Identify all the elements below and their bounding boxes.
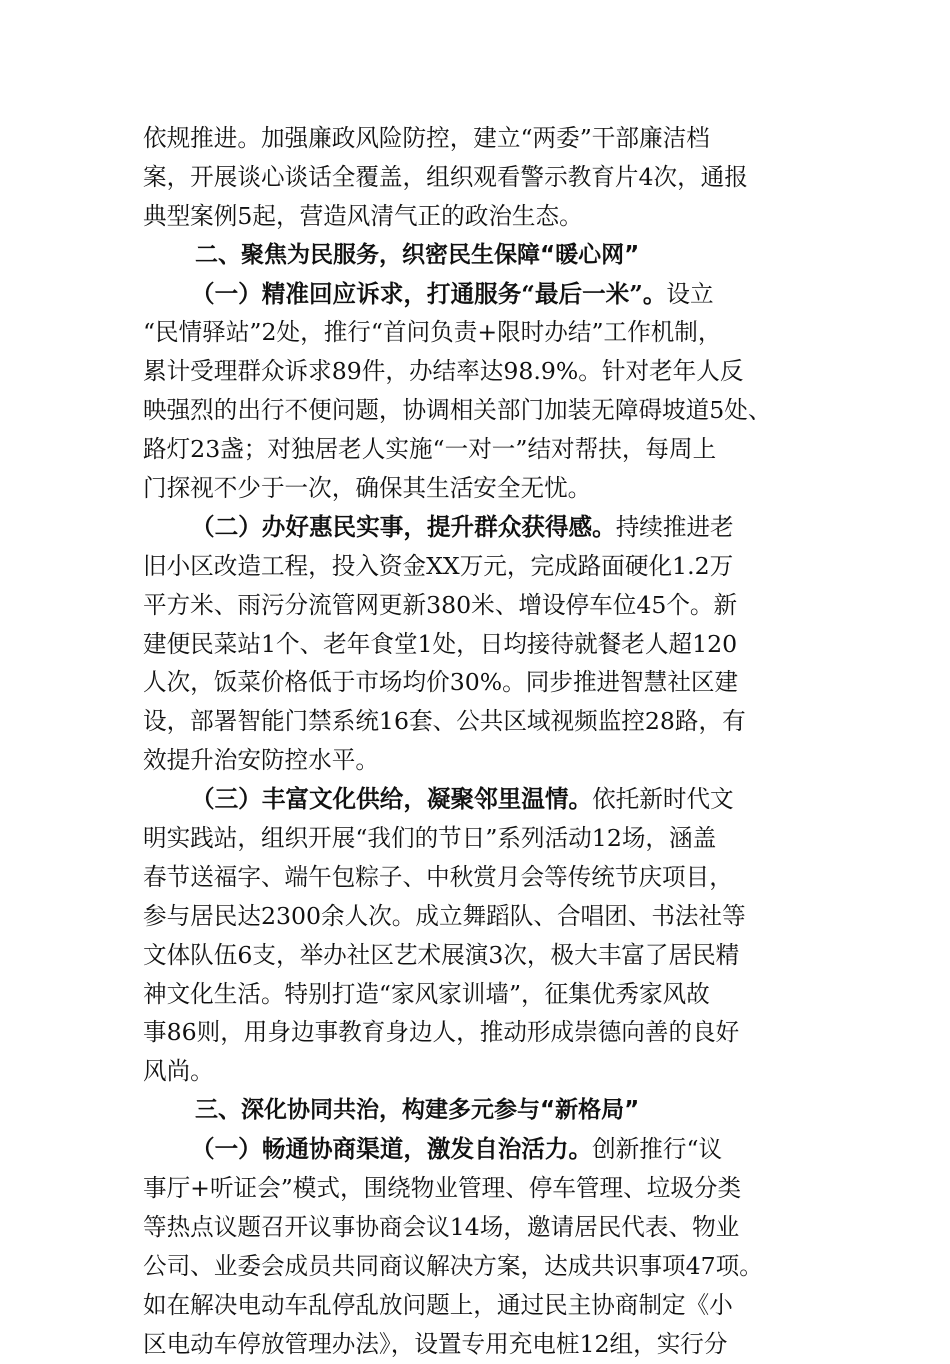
subsection-lead: （一）畅通协商渠道，激发自治活力。 xyxy=(191,1135,593,1164)
paragraph-line: 公司、业委会成员共同商议解决方案，达成共识事项47项。 xyxy=(143,1251,763,1280)
paragraph-text: 设立 xyxy=(666,279,714,308)
paragraph-text: 依托新时代文 xyxy=(592,785,734,814)
paragraph-line: 如在解决电动车乱停乱放问题上，通过民主协商制定《小 xyxy=(143,1290,733,1319)
document-body xyxy=(143,119,843,1364)
paragraph-line: 路灯23盏；对独居老人实施“一对一”结对帮扶，每周上 xyxy=(143,435,717,464)
subsection-lead: （二）办好惠民实事，提升群众获得感。 xyxy=(191,512,616,541)
section-heading: 三、深化协同共治，构建多元参与“新格局” xyxy=(195,1097,640,1124)
paragraph-line: 设，部署智能门禁系统16套、公共区域视频监控28路，有 xyxy=(143,707,746,736)
paragraph-line: 风尚。 xyxy=(143,1057,214,1086)
paragraph-line: 累计受理群众诉求89件，办结率达98.9%。针对老年人反 xyxy=(143,357,744,386)
subsection-lead: （三）丰富文化供给，凝聚邻里温情。 xyxy=(191,785,593,814)
paragraph-line: 春节送福字、端午包粽子、中秋赏月会等传统节庆项目， xyxy=(143,862,733,891)
paragraph-first-line xyxy=(143,508,843,547)
paragraph-text: 持续推进老 xyxy=(615,512,734,541)
paragraph-line: “民情驿站”2处，推行“首问负责+限时办结”工作机制， xyxy=(143,318,722,347)
paragraph-line: 神文化生活。特别打造“家风家训墙”，征集优秀家风故 xyxy=(143,979,710,1008)
paragraph-line: 人次，饭菜价格低于市场均价30%。同步推进智慧社区建 xyxy=(143,668,739,697)
paragraph-first-line xyxy=(143,275,843,314)
section-heading: 二、聚焦为民服务，织密民生保障“暖心网” xyxy=(195,241,640,268)
paragraph-line: 参与居民达2300余人次。成立舞蹈队、合唱团、书法社等 xyxy=(143,901,746,930)
paragraph-text: 创新推行“议 xyxy=(592,1135,723,1164)
paragraph-line: 事86则，用身边事教育身边人，推动形成崇德向善的良好 xyxy=(143,1018,740,1047)
paragraph-line: 区电动车停放管理办法》，设置专用充电桩12组，实行分 xyxy=(143,1329,728,1358)
paragraph-line: 建便民菜站1个、老年食堂1处，日均接待就餐老人超120 xyxy=(143,629,738,658)
paragraph-line: 典型案例5起，营造风清气正的政治生态。 xyxy=(143,201,583,230)
paragraph-line: 门探视不少于一次，确保其生活安全无忧。 xyxy=(143,474,592,503)
paragraph-line: 平方米、雨污分流管网更新380米、增设停车位45个。新 xyxy=(143,590,738,619)
paragraph-line: 案，开展谈心谈话全覆盖，组织观看警示教育片4次，通报 xyxy=(143,162,748,191)
paragraph-line: 映强烈的出行不便问题，协调相关部门加装无障碍坡道5处、 xyxy=(143,396,772,425)
paragraph-line: 文体队伍6支，举办社区艺术展演3次，极大丰富了居民精 xyxy=(143,940,740,969)
subsection-lead: （一）精准回应诉求，打通服务“最后一米”。 xyxy=(191,279,667,308)
paragraph-line: 依规推进。加强廉政风险防控，建立“两委”干部廉洁档 xyxy=(143,124,710,152)
paragraph-line: 效提升治安防控水平。 xyxy=(143,746,379,775)
paragraph-line: 等热点议题召开议事协商会议14场，邀请居民代表、物业 xyxy=(143,1212,740,1241)
paragraph-line: 事厅+听证会”模式，围绕物业管理、停车管理、垃圾分类 xyxy=(143,1174,742,1203)
paragraph-line: 明实践站，组织开展“我们的节日”系列活动12场，涵盖 xyxy=(143,824,717,853)
paragraph-first-line xyxy=(143,780,843,819)
paragraph-line: 旧小区改造工程，投入资金XX万元，完成路面硬化1.2万 xyxy=(143,551,734,580)
paragraph-first-line xyxy=(143,1130,843,1169)
